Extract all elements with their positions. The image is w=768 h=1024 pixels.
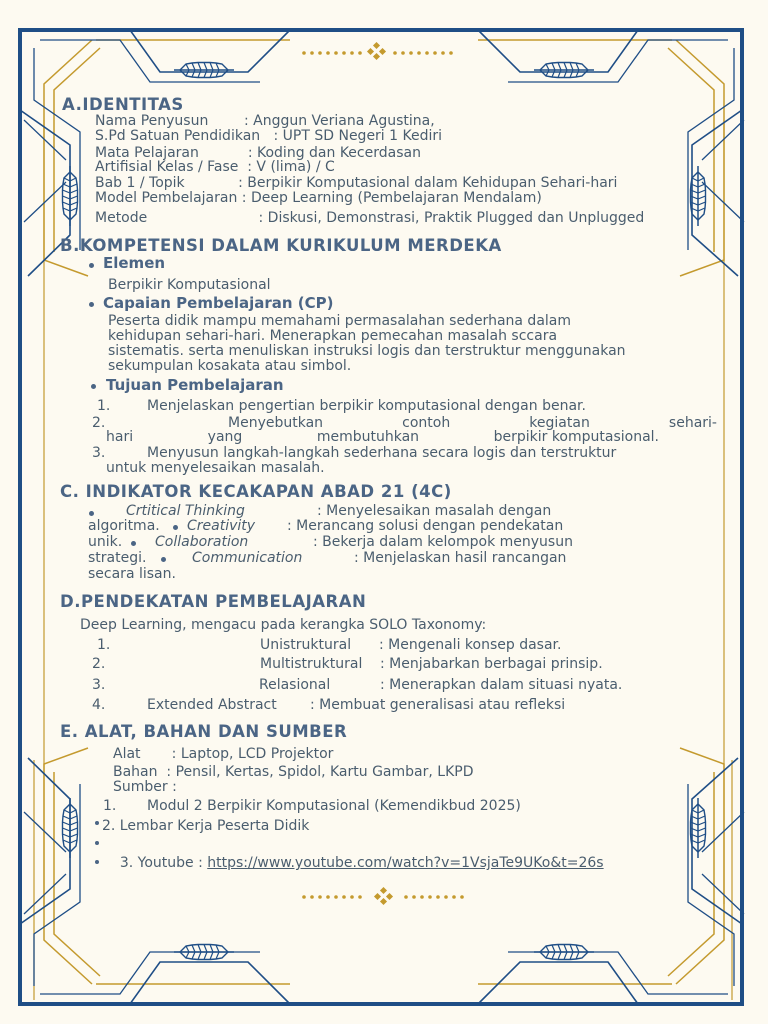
identitas-row: Model Pembelajaran : Deep Learning (Pembelajaran Mendalam) <box>95 190 542 206</box>
sumber-num: 1. <box>103 798 117 814</box>
tp-item-1: Menjelaskan pengertian berpikir komputasional dengan benar. <box>147 398 586 414</box>
bullet-icon <box>89 511 94 516</box>
solo-num: 1. <box>97 637 111 653</box>
bullet-icon <box>95 821 99 825</box>
section-indikator-heading: C. INDIKATOR KECAKAPAN ABAD 21 (4C) <box>60 482 452 501</box>
wheat-leaf-icon <box>174 945 234 960</box>
solo-num: 2. <box>92 656 106 672</box>
section-identitas-heading: A.IDENTITAS <box>62 95 184 114</box>
solo-level-name: Relasional <box>259 677 331 693</box>
youtube-link[interactable]: https://www.youtube.com/watch?v=1VsjaTe9UKo&t=26s <box>207 855 604 871</box>
pendekatan-intro: Deep Learning, mengacu pada kerangka SOLO Taxonomy: <box>80 617 487 633</box>
solo-level-name: Unistruktural <box>260 637 352 653</box>
solo-num: 3. <box>92 677 106 693</box>
skill-desc: : Menyelesaikan masalah dengan <box>317 503 552 519</box>
tp-word: membutuhkan <box>316 429 420 445</box>
section-alat-heading: E. ALAT, BAHAN DAN SUMBER <box>60 722 348 741</box>
skill-desc-cont: strategi. <box>88 550 147 566</box>
identitas-row: S.Pd Satuan Pendidikan : UPT SD Negeri 1 Kediri <box>95 128 443 144</box>
skill-desc: : Bekerja dalam kelompok menyusun <box>313 534 573 550</box>
tp-item-3: Menyusun langkah-langkah sederhana secara logis dan terstruktur <box>147 445 617 461</box>
bullet-icon <box>95 860 99 864</box>
sumber-item-3 <box>102 839 604 887</box>
section-pendekatan-heading: D.PENDEKATAN PEMBELAJARAN <box>60 592 367 611</box>
wheat-leaf-icon <box>63 798 78 858</box>
section-kompetensi-heading: B.KOMPETENSI DALAM KURIKULUM MERDEKA <box>60 236 502 255</box>
bullet-icon <box>161 557 166 562</box>
tp-word: berpikir komputasional. <box>493 429 659 445</box>
skill-collaboration: Collaboration <box>155 534 249 550</box>
tp-label: Tujuan Pembelajaran <box>106 376 284 394</box>
wheat-leaf-icon <box>174 63 234 78</box>
skill-desc: : Merancang solusi dengan pendekatan <box>287 518 564 534</box>
sumber-item-3-prefix: 3. Youtube : <box>119 855 208 871</box>
identitas-row: Nama Penyusun : Anggun Veriana Agustina, <box>95 113 435 129</box>
solo-level-desc: : Membuat generalisasi atau refleksi <box>310 697 566 713</box>
alat-row: Alat : Laptop, LCD Projektor <box>113 746 334 762</box>
cp-line: sekumpulan kosakata atau simbol. <box>108 358 352 374</box>
tp-word: hari <box>106 429 134 445</box>
tp-word: contoh <box>402 415 451 431</box>
solo-level-name: Multistruktural <box>260 656 363 672</box>
skill-desc-cont: secara lisan. <box>88 566 176 582</box>
tp-word: Menyebutkan <box>228 415 324 431</box>
skill-critical-thinking: Crtitical Thinking <box>126 503 245 519</box>
sumber-item-1: Modul 2 Berpikir Komputasional (Kemendikbud 2025) <box>147 798 521 814</box>
bahan-row: Bahan : Pensil, Kertas, Spidol, Kartu Gambar, LKPD <box>113 764 474 780</box>
skill-communication: Communication <box>192 550 303 566</box>
cp-line: kehidupan sehari-hari. Menerapkan pemecahan masalah sccara <box>108 328 558 344</box>
tp-item-2-line-2 <box>106 429 659 445</box>
solo-level-name: Extended Abstract <box>147 697 277 713</box>
wheat-leaf-icon <box>534 945 594 960</box>
tp-num: 1. <box>97 398 111 414</box>
skill-creativity: Creativity <box>187 518 256 534</box>
wheat-leaf-icon <box>534 63 594 78</box>
cp-line: Peserta didik mampu memahami permasalahan sederhana dalam <box>108 313 571 329</box>
bullet-icon <box>91 384 96 389</box>
bullet-icon <box>95 841 99 845</box>
cp-line: sistematis. serta menuliskan instruksi logis dan terstruktur menggunakan <box>108 343 626 359</box>
cp-label: Capaian Pembelajaran (CP) <box>103 294 334 312</box>
bullet-icon <box>89 302 94 307</box>
skill-desc: : Menjelaskan hasil rancangan <box>354 550 567 566</box>
solo-num: 4. <box>92 697 106 713</box>
tp-word: sehari- <box>668 415 717 431</box>
sumber-label: Sumber : <box>113 779 177 795</box>
identitas-row: Bab 1 / Topik : Berpikir Komputasional dalam Kehidupan Sehari-hari <box>95 175 618 191</box>
identitas-row: Metode : Diskusi, Demonstrasi, Praktik Plugged dan Unplugged <box>95 210 645 226</box>
bullet-icon <box>131 541 136 546</box>
solo-level-desc: : Menerapkan dalam situasi nyata. <box>380 677 623 693</box>
solo-level-desc: : Mengenali konsep dasar. <box>379 637 562 653</box>
skill-desc-cont: unik. <box>88 534 123 550</box>
tp-num: 3. <box>92 445 106 461</box>
bullet-icon <box>173 525 178 530</box>
tp-num: 2. <box>92 415 106 431</box>
bullet-icon <box>89 263 94 268</box>
skill-desc-cont: algoritma. <box>88 518 160 534</box>
wheat-leaf-icon <box>63 166 78 226</box>
elemen-label: Elemen <box>103 254 166 272</box>
tp-word: yang <box>207 429 243 445</box>
divider-ornament-bottom <box>302 887 464 905</box>
identitas-row: Artifisial Kelas / Fase : V (lima) / C <box>95 159 335 175</box>
divider-ornament-top <box>302 42 453 60</box>
tp-item-3-cont: untuk menyelesaikan masalah. <box>106 460 325 476</box>
identitas-row: Mata Pelajaran : Koding dan Kecerdasan <box>95 145 421 161</box>
elemen-text: Berpikir Komputasional <box>108 277 271 293</box>
tp-word: kegiatan <box>529 415 590 431</box>
solo-level-desc: : Menjabarkan berbagai prinsip. <box>380 656 603 672</box>
sumber-item-2: 2. Lembar Kerja Peserta Didik <box>102 818 310 834</box>
